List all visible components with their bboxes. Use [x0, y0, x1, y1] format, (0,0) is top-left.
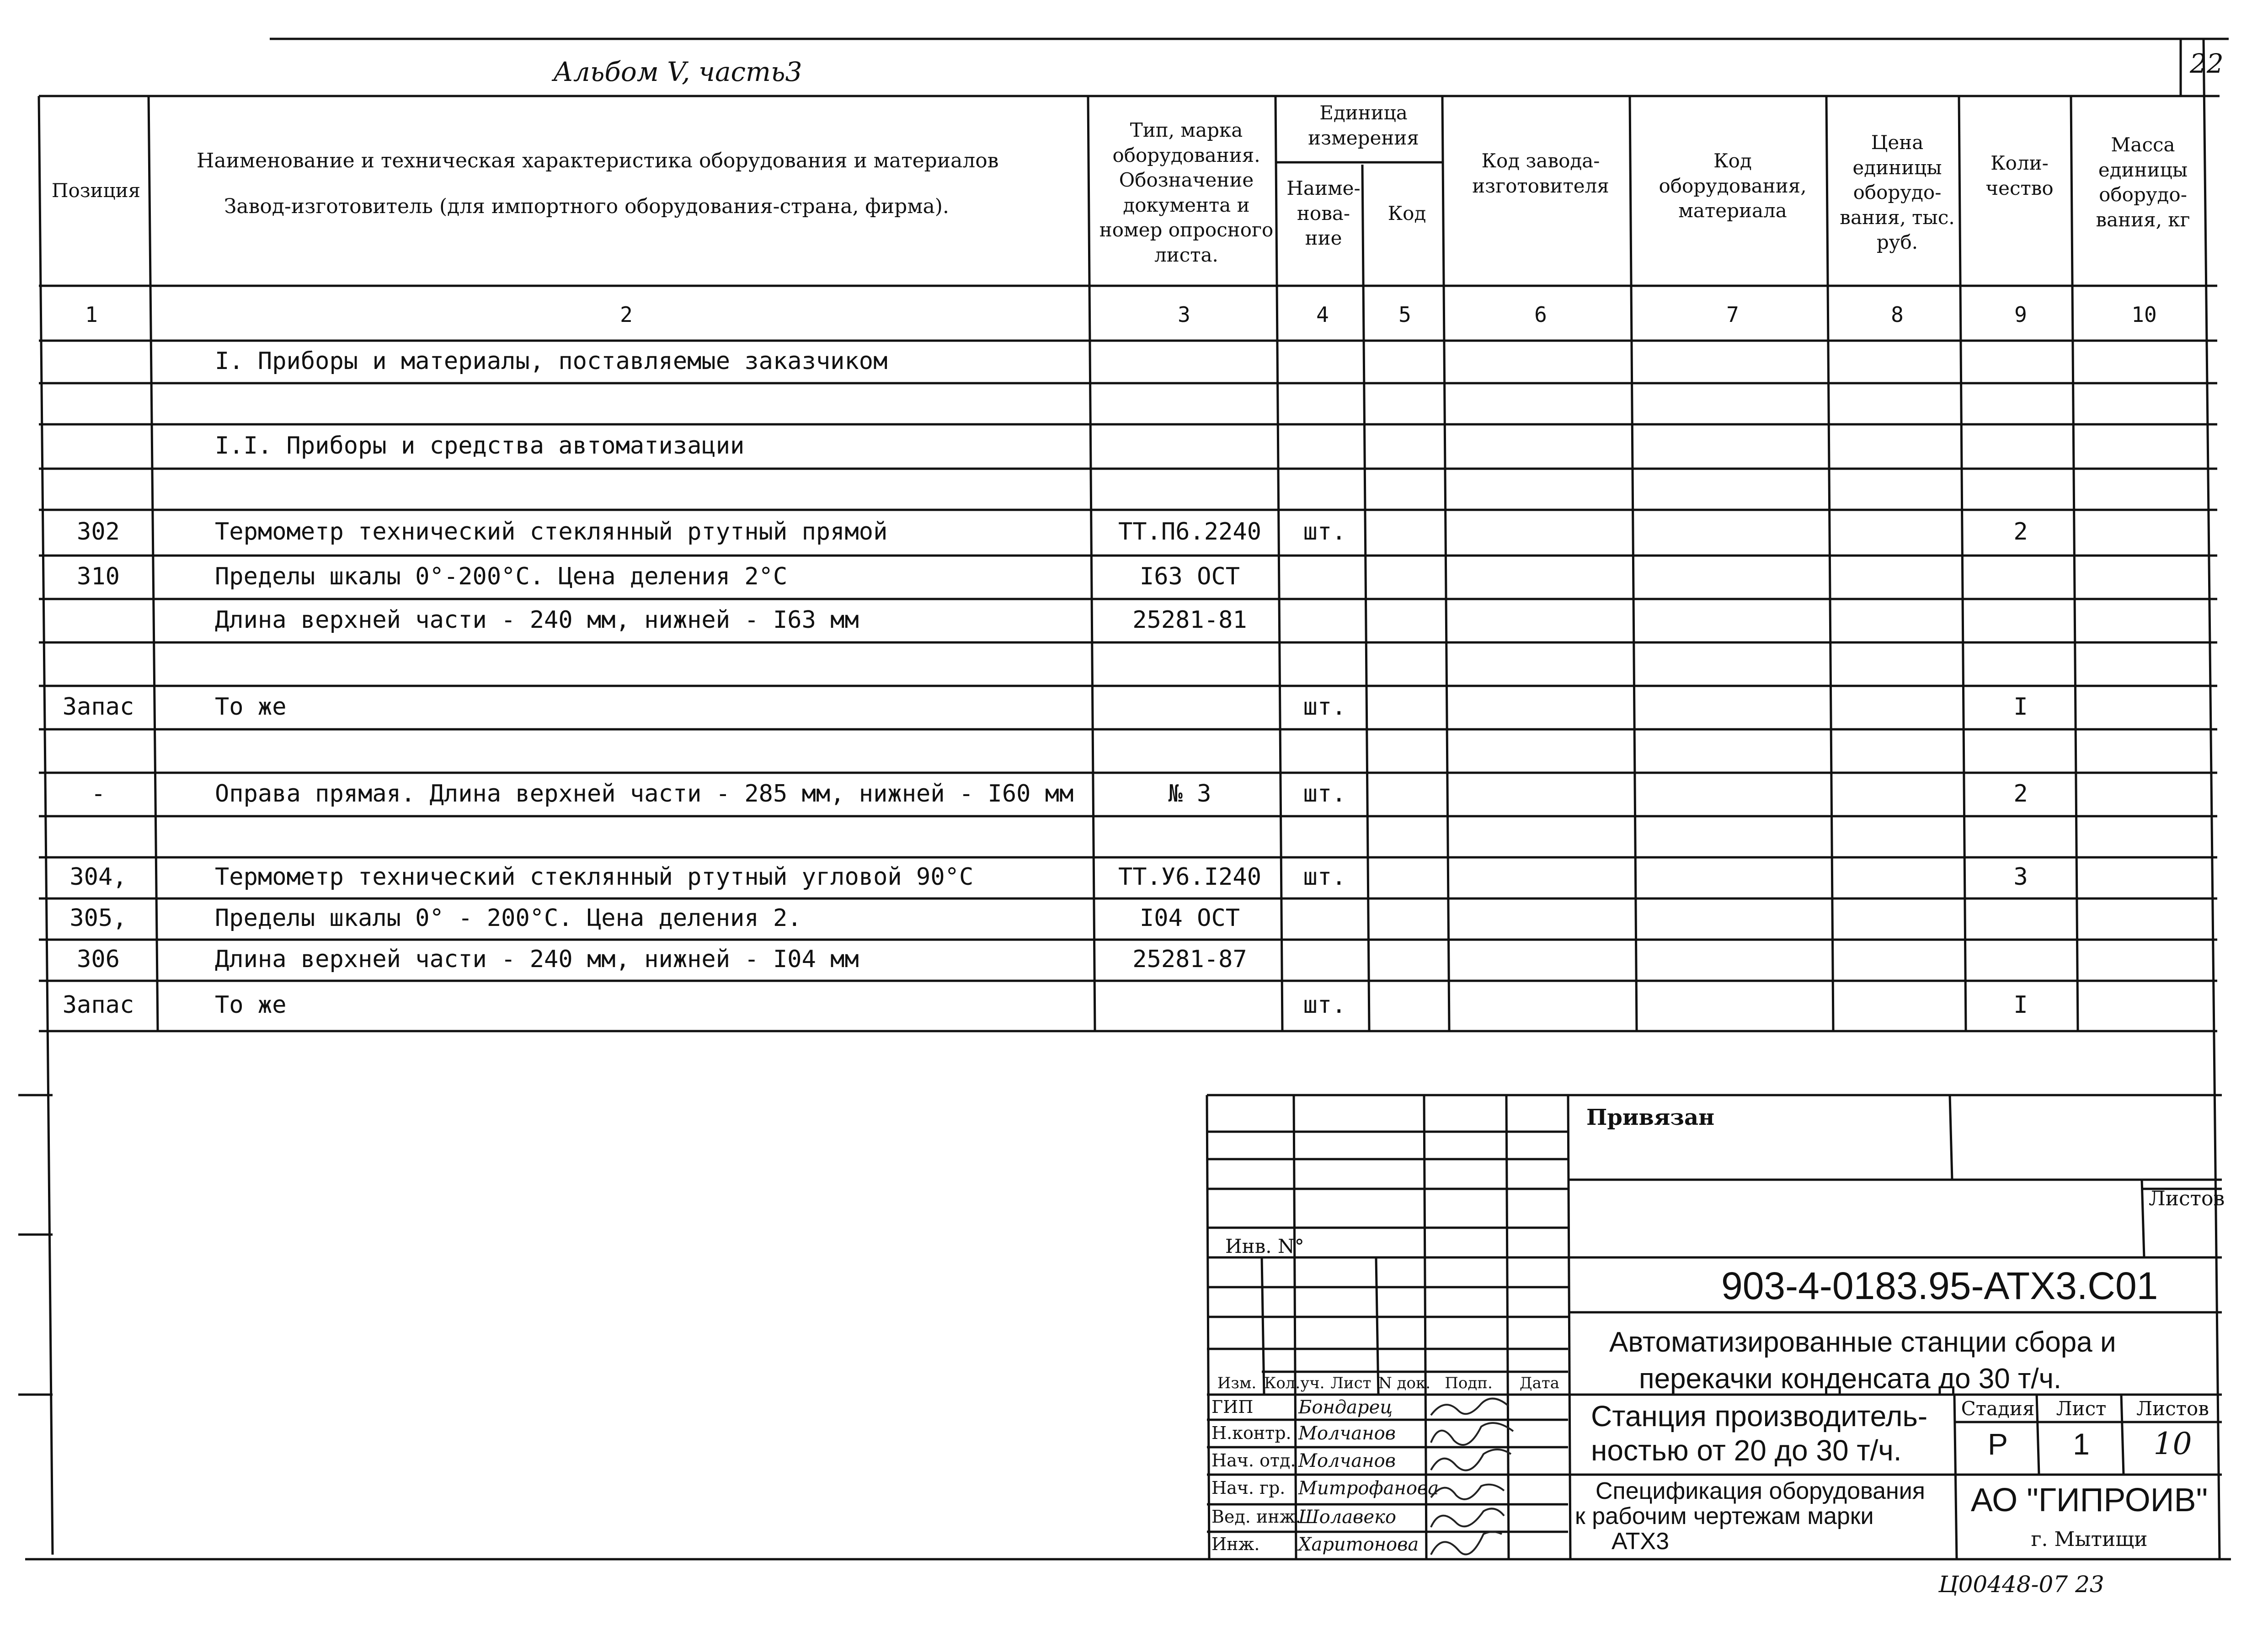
cell-unit: шт.: [1303, 863, 1346, 891]
stamp-inv-no: Инв. N°: [1225, 1235, 1304, 1257]
stamp-col-header: Лист: [1330, 1374, 1371, 1392]
cell-unit: шт.: [1303, 518, 1346, 545]
header-quantity: Коли-чество: [1985, 152, 2054, 199]
stamp-role: Вед. инж.: [1211, 1507, 1301, 1527]
column-number: 8: [1891, 302, 1904, 327]
cell-name: То же: [215, 693, 287, 721]
stamp-sheet: 1: [2073, 1427, 2090, 1461]
cell-quantity: I: [2013, 991, 2028, 1019]
cell-type: I04 ОСТ: [1139, 904, 1240, 932]
cell-name: Оправа прямая. Длина верхней части - 285 мм, нижней - I60 мм: [215, 780, 1074, 807]
cell-unit: шт.: [1303, 991, 1346, 1019]
header-price: Цена единицы оборудо-вания, тыс. руб.: [1840, 131, 1955, 254]
header-mass: Масса единицы оборудо-вания, кг: [2096, 134, 2190, 231]
stamp-col-header: N док.: [1378, 1374, 1431, 1392]
cell-position: 310: [77, 563, 120, 590]
stamp-spec-line3: АТХ3: [1612, 1528, 1669, 1555]
stamp-role: Н.контр.: [1211, 1423, 1291, 1443]
stamp-col-header: Подп.: [1445, 1374, 1493, 1392]
header-equipment-code: Код оборудования, материала: [1659, 150, 1807, 222]
column-number: 3: [1178, 302, 1190, 327]
header-unit-group: Единица измерения: [1308, 102, 1419, 149]
cell-name: I. Приборы и материалы, поставляемые заказчиком: [215, 348, 888, 375]
footer-number: Ц00448-07 23: [1938, 1571, 2104, 1598]
header-name-line2: Завод-изготовитель (для импортного оборудования-страна, фирма).: [224, 195, 949, 218]
cell-position: Запас: [62, 991, 134, 1019]
cell-type: ТТ.П6.2240: [1118, 518, 1262, 545]
column-number: 5: [1398, 302, 1411, 327]
cell-type: № 3: [1168, 780, 1211, 807]
cell-name: Длина верхней части - 240 мм, нижней - I63 мм: [215, 606, 859, 634]
cell-name: Пределы шкалы 0° - 200°С. Цена деления 2.: [215, 904, 802, 932]
stamp-person-name: Молчанов: [1298, 1423, 1396, 1444]
stamp-role: Инж.: [1211, 1534, 1260, 1554]
stamp-col-header: Кол.уч.: [1264, 1374, 1325, 1392]
cell-position: 306: [77, 946, 120, 973]
stamp-doc-code: 903-4-0183.95-АТХ3.С01: [1721, 1264, 2158, 1307]
cell-type: I63 ОСТ: [1139, 563, 1240, 590]
stamp-station-line2: ностью от 20 до 30 т/ч.: [1591, 1434, 1902, 1467]
stamp-privyazan: Привязан: [1586, 1105, 1715, 1130]
cell-name: Длина верхней части - 240 мм, нижней - I04 мм: [215, 946, 859, 973]
cell-name: Термометр технический стеклянный ртутный угловой 90°С: [215, 863, 974, 891]
header-type: Тип, марка оборудования. Обозначение документа и номер опросного листа.: [1099, 119, 1274, 266]
stamp-person-name: Митрофанова: [1298, 1478, 1439, 1499]
stamp-org: АО "ГИПРОИВ": [1970, 1482, 2208, 1519]
cell-type: 25281-81: [1132, 606, 1247, 634]
stamp-sheet-label: Лист: [2056, 1397, 2107, 1420]
header-position: Позиция: [51, 179, 141, 202]
column-number: 7: [1726, 302, 1739, 327]
header-name-line1: Наименование и техническая характеристика оборудования и материалов: [197, 149, 999, 172]
stamp-sheets-label: Листов: [2136, 1397, 2209, 1420]
cell-unit: шт.: [1303, 780, 1346, 807]
page-corner-number: 22: [2190, 48, 2224, 79]
cell-position: 305,: [69, 904, 127, 932]
stamp-role: ГИП: [1211, 1397, 1254, 1417]
cell-name: I.I. Приборы и средства автоматизации: [215, 432, 745, 460]
column-number: 6: [1534, 302, 1547, 327]
cell-type: ТТ.У6.I240: [1118, 863, 1262, 891]
cell-position: 304,: [69, 863, 127, 891]
stamp-stage-label: Стадия: [1961, 1397, 2035, 1420]
stamp-role: Нач. отд.: [1211, 1450, 1296, 1471]
stamp-spec-line2: к рабочим чертежам марки: [1575, 1503, 1874, 1529]
cell-quantity: 2: [2013, 518, 2028, 545]
stamp-title-line1: Автоматизированные станции сбора и: [1609, 1326, 2116, 1358]
column-number: 2: [620, 302, 633, 327]
stamp-stage: Р: [1987, 1427, 2008, 1461]
column-number: 4: [1316, 302, 1329, 327]
cell-position: Запас: [62, 693, 134, 721]
stamp-role: Нач. гр.: [1211, 1478, 1286, 1498]
cell-position: -: [91, 780, 106, 807]
cell-quantity: I: [2013, 693, 2028, 721]
cell-quantity: 2: [2013, 780, 2028, 807]
cell-unit: шт.: [1303, 693, 1346, 721]
column-number: 10: [2131, 302, 2157, 327]
cell-name: Пределы шкалы 0°-200°С. Цена деления 2°С: [215, 563, 788, 590]
album-label: Альбом V, часть3: [553, 56, 802, 87]
stamp-listov-top: Листов: [2149, 1187, 2225, 1210]
stamp-sheets: 10: [2153, 1426, 2192, 1461]
stamp-person-name: Шолавеко: [1298, 1507, 1396, 1528]
cell-type: 25281-87: [1132, 946, 1247, 973]
stamp-person-name: Бондарец: [1298, 1397, 1393, 1418]
cell-name: То же: [215, 991, 287, 1019]
stamp-person-name: Харитонова: [1298, 1534, 1419, 1555]
stamp-col-header: Дата: [1520, 1374, 1559, 1392]
stamp-person-name: Молчанов: [1298, 1450, 1396, 1471]
header-factory-code: Код завода-изготовителя: [1472, 150, 1609, 197]
cell-position: 302: [77, 518, 120, 545]
column-number: 9: [2014, 302, 2027, 327]
stamp-col-header: Изм.: [1217, 1374, 1257, 1392]
header-unit-code: Код: [1387, 202, 1426, 225]
stamp-city: г. Мытищи: [2031, 1528, 2148, 1551]
stamp-title-line2: перекачки конденсата до 30 т/ч.: [1639, 1363, 2062, 1395]
stamp-station-line1: Станция производитель-: [1591, 1400, 1928, 1433]
cell-quantity: 3: [2013, 863, 2028, 891]
stamp-spec-line1: Спецификация оборудования: [1596, 1478, 1925, 1504]
column-number: 1: [85, 302, 98, 327]
cell-name: Термометр технический стеклянный ртутный прямой: [215, 518, 888, 545]
header-unit-name: Наиме-нова-ние: [1286, 177, 1361, 250]
